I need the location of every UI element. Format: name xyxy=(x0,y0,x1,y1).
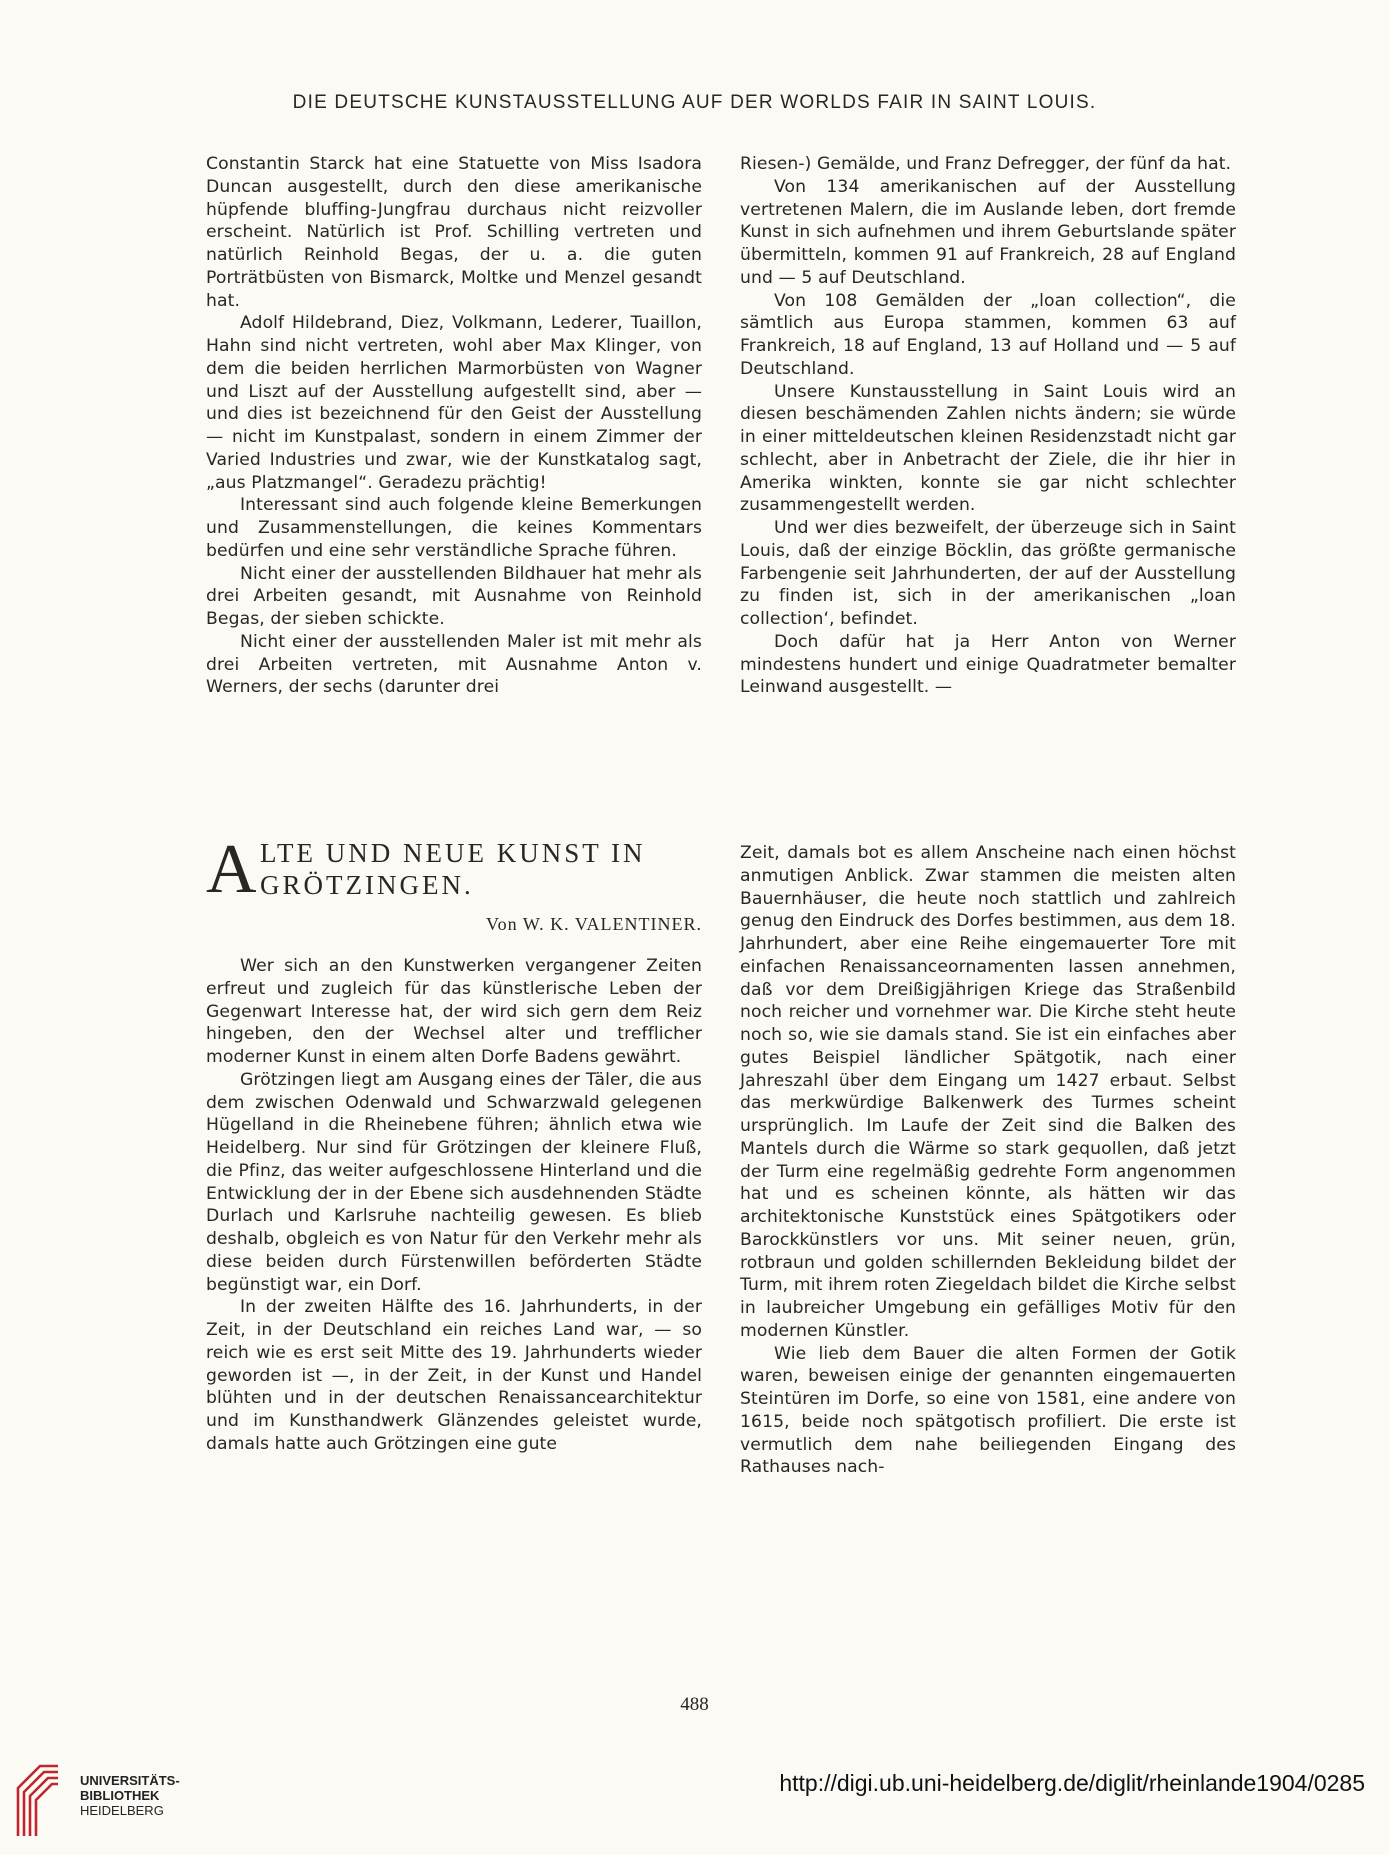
title-line-1: LTE UND NEUE KUNST IN xyxy=(260,838,646,868)
paragraph: Doch dafür hat ja Herr Anton von Werner mindestens hundert und einige Quadratmeter bemalter Leinwand ausgestellt. — xyxy=(740,631,1236,698)
byline: Von W. K. VALENTINER. xyxy=(485,914,702,934)
library-line: UNIVERSITÄTS- xyxy=(80,1773,180,1788)
paragraph: Und wer dies bezweifelt, der überzeuge sich in Saint Louis, daß der einzige Böcklin, das größte germanische Farbengenie seit Jahrhunderten, der auf der Ausstellung zu finden ist, sich in der amerikanischen „loan collection‘, befindet. xyxy=(740,518,1236,629)
paragraph: Zeit, damals bot es allem Anscheine nach einen höchst anmutigen Anblick. Zwar stammen die meisten alten Bauernhäuser, die heute noch stattlich und zahlreich genug den Eindruck des Dorfes bestimmen, aus dem 18. Jahrhundert, aber eine Reihe eingemauerter Tore mit einfachen Renaissanceornamenten lassen annehmen, daß vor dem Dreißigjährigen Kriege das Straßenbild noch reicher und vornehmer war. Die Kirche steht heute noch so, wie sie damals stand. Sie ist ein einfaches aber gutes Beispiel ländlicher Spätgotik, nach einer Jahreszahl über dem Eingang um 1427 erbaut. Selbst das merkwürdige Balkenwerk des Turmes scheint ursprünglich. Im Laufe der Zeit sind die Balken des Mantels durch die Wärme so stark gequollen, daß jetzt der Turm eine regelmäßig gedrehte Form angenommen hat und es scheinen könnte, als hätten wir das architektonische Kunststück eines Spätgotikers oder Barockkünstlers vor uns. Mit seiner neuen, grün, rotbraun und golden schillernden Bekleidung bildet der Turm, mit ihrem roten Ziegeldach bildet die Kirche selbst in laubreicher Umgebung ein gefälliges Motiv für den modernen Künstler. xyxy=(740,843,1236,1341)
paragraph: Nicht einer der ausstellenden Bildhauer hat mehr als drei Arbeiten gesandt, mit Ausnahme von Reinhold Begas, der sieben schickte. xyxy=(206,563,702,629)
column-bottom-right xyxy=(740,842,1236,1479)
paragraph: Constantin Starck hat eine Statuette von Miss Isadora Duncan ausgestellt, durch den diese amerikanische hüpfende bluffing-Jungfrau durchaus nicht reizvoller erscheint. Natürlich ist Prof. Schilling vertreten und natürlich Reinhold Begas, der u. a. die guten Porträtbüsten von Bismarck, Moltke und Menzel gesandt hat. xyxy=(206,154,702,311)
column-top-left xyxy=(206,153,702,699)
article-title xyxy=(206,831,702,934)
paragraph: Wer sich an den Kunstwerken vergangener Zeiten erfreut und zugleich für das künstlerische Leben der Gegenwart Interesse hat, der wird sich gern dem Reiz hingeben, den der Wechsel alter und trefflicher moderner Kunst in einem alten Dorfe Badens gewährt. xyxy=(206,956,702,1067)
paragraph: Von 134 amerikanischen auf der Ausstellung vertretenen Malern, die im Auslande leben, dort fremde Kunst in sich aufnehmen und ihrem Geburtslande später übermitteln, kommen 91 auf Frankreich, 28 auf England und — 5 auf Deutschland. xyxy=(740,176,1236,288)
paragraph: Grötzingen liegt am Ausgang eines der Täler, die aus dem zwischen Odenwald und Schwarzwald gelegenen Hügelland in die Rheinebene führen; ähnlich etwa wie Heidelberg. Nur sind für Grötzingen der kleinere Fluß, die Pfinz, das weiter aufgeschlossene Hinterland und die Entwicklung der in der Ebene sich ausdehnenden Städte Durlach und Karlsruhe nachteilig gewesen. Es blieb deshalb, obgleich es von Natur für den Verkehr mehr als diese beiden durch Fürstenwillen beförderten Städte begünstigt war, ein Dorf. xyxy=(206,1069,702,1295)
library-line: HEIDELBERG xyxy=(80,1803,164,1818)
paragraph: Adolf Hildebrand, Diez, Volkmann, Lederer, Tuaillon, Hahn sind nicht vertreten, wohl aber Max Klinger, von dem die beiden herrlichen Marmorbüsten von Wagner und Liszt auf der Ausstellung aufgestellt sind, aber — und dies ist bezeichnend für den Geist der Ausstellung — nicht im Kunstpalast, sondern in einem Zimmer der Varied Industries und zwar, wie der Kunstkatalog sagt, „aus Platzmangel“. Geradezu prächtig! xyxy=(206,313,702,493)
paragraph: In der zweiten Hälfte des 16. Jahrhunderts, in der Zeit, in der Deutschland ein reiches Land war, — so reich wie es erst seit Mitte des 19. Jahrhunderts wieder geworden ist —, in der Zeit, in der Kunst und Handel blühten und in der deutschen Renaissancearchitektur und im Kunsthandwerk Glänzendes geleistet wurde, damals hatte auch Grötzingen eine gute xyxy=(206,1297,702,1454)
library-line: BIBLIOTHEK xyxy=(80,1788,160,1803)
source-url-link[interactable]: http://digi.ub.uni-heidelberg.de/diglit/rheinlande1904/0285 xyxy=(779,1770,1365,1796)
page-number: 488 xyxy=(680,1694,709,1715)
paragraph: Von 108 Gemälden der „loan collection“, die sämtlich aus Europa stammen, kommen 63 auf Frankreich, 18 auf England, 13 auf Holland und — 5 auf Deutschland. xyxy=(740,290,1236,379)
column-bottom-left xyxy=(206,955,702,1456)
running-header: DIE DEUTSCHE KUNSTAUSSTELLUNG AUF DER WORLDS FAIR IN SAINT LOUIS. xyxy=(292,92,1097,113)
paragraph: Unsere Kunstausstellung in Saint Louis wird an diesen beschämenden Zahlen nichts ändern; sie würde in einer mitteldeutschen kleinen Residenzstadt nicht gar schlecht, aber in Anbetracht der Ziele, die ihr hier in Amerika winkten, konnte sie gar nicht schlechter zusammengestellt werden. xyxy=(740,381,1236,516)
library-name xyxy=(80,1773,180,1818)
column-top-right xyxy=(740,153,1236,699)
title-line-2: GRÖTZINGEN. xyxy=(260,870,474,900)
drop-cap: A xyxy=(206,831,257,908)
library-logo-icon xyxy=(14,1762,62,1838)
paragraph: Wie lieb dem Bauer die alten Formen der Gotik waren, beweisen einige der genannten eingemauerten Steintüren im Dorfe, so eine von 1581, eine andere von 1615, beide noch spätgotisch profiliert. Die erste ist vermutlich dem nahe beiliegenden Eingang des Rathauses nach- xyxy=(740,1343,1236,1478)
paragraph: Riesen-) Gemälde, und Franz Defregger, der fünf da hat. xyxy=(740,154,1232,174)
paragraph: Interessant sind auch folgende kleine Bemerkungen und Zusammenstellungen, die keines Kommentars bedürfen und eine sehr verständliche Sprache führen. xyxy=(206,495,702,561)
paragraph: Nicht einer der ausstellenden Maler ist mit mehr als drei Arbeiten vertreten, mit Ausnahme Anton v. Werners, der sechs (darunter drei xyxy=(206,631,702,698)
